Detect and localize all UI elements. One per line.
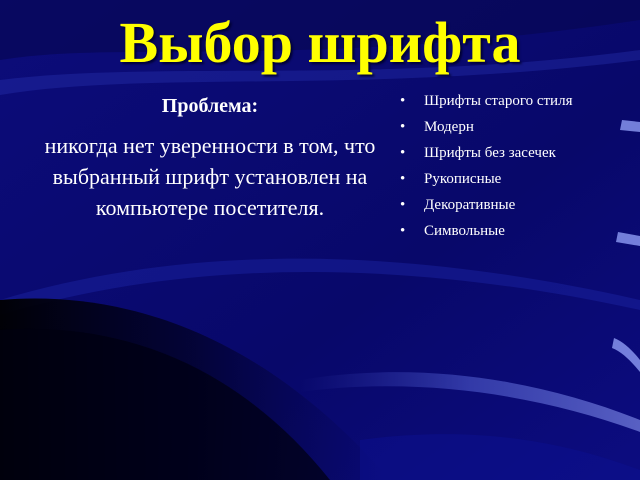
list-item: [398, 192, 634, 218]
list-item-label: Шрифты без засечек: [424, 145, 556, 161]
list-item-label: Шрифты старого стиля: [424, 93, 573, 109]
bullet-icon: •: [400, 93, 406, 109]
bullet-icon: •: [400, 171, 406, 187]
problem-label: Проблема:: [161, 95, 259, 117]
font-types-list: [398, 88, 634, 244]
list-item: [398, 88, 634, 114]
list-item-label: Символьные: [424, 223, 505, 239]
bullet-icon: •: [400, 223, 406, 239]
bullet-icon: •: [400, 119, 406, 135]
bullet-icon: •: [400, 197, 406, 213]
list-item-label: Модерн: [424, 119, 474, 135]
bullet-icon: •: [400, 145, 406, 161]
list-item: [398, 114, 634, 140]
problem-text: никогда нет уверенности в том, что выбранный шрифт установлен на компьютере посетителя.: [44, 133, 376, 220]
list-item-label: Рукописные: [424, 171, 502, 187]
list-item: [398, 166, 634, 192]
list-item: [398, 218, 634, 244]
list-item: [398, 140, 634, 166]
slide-title: Выбор шрифта: [119, 10, 521, 75]
list-item-label: Декоративные: [424, 197, 516, 213]
font-types-section: [398, 88, 634, 244]
problem-section: [30, 92, 390, 223]
